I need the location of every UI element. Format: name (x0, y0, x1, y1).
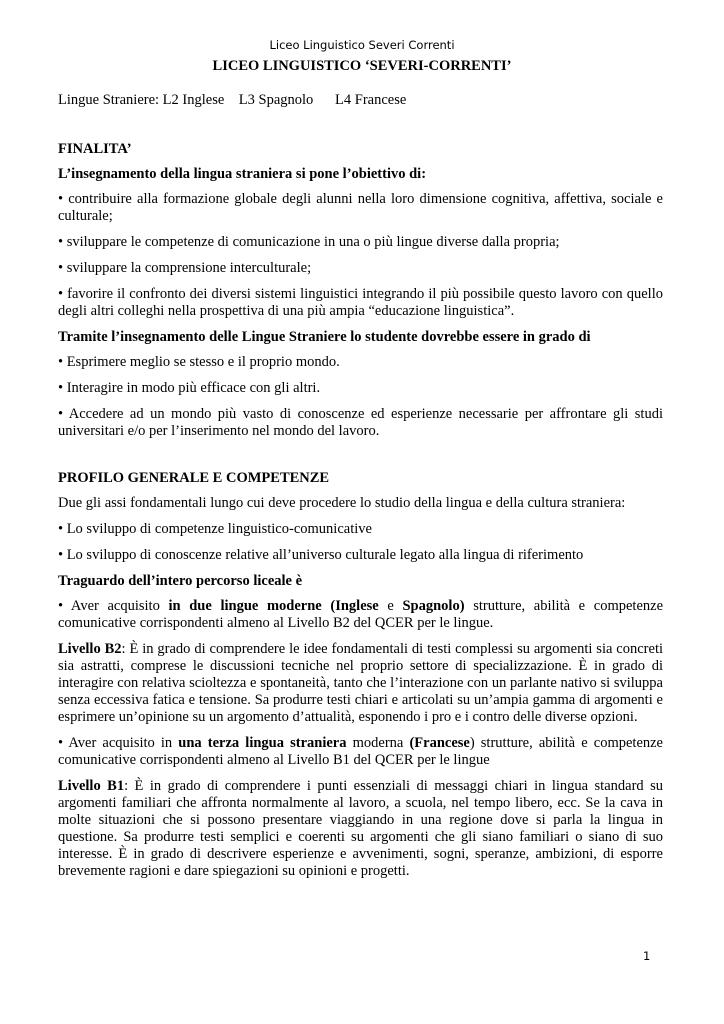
section-heading-profilo: PROFILO GENERALE E COMPETENZE (58, 470, 330, 486)
page-number: 1 (643, 949, 651, 963)
bullet-item: • contribuire alla formazione globale degli alunni nella loro dimensione cognitiva, affettiva, sociale e culturale; (58, 191, 663, 224)
bullet-item: • Lo sviluppo di competenze linguistico-comunicative (58, 521, 372, 537)
text-run: strutture, abilità e competenze comunicative corrispondenti almeno al Livello B2 del QCER per le lingue. (58, 598, 664, 631)
bullet-item: • Esprimere meglio se stesso e il proprio mondo. (58, 354, 340, 370)
section-heading-finalita: FINALITA’ (58, 141, 132, 157)
text-run: : È in grado di comprendere le idee fondamentali di testi complessi su argomenti sia concreti sia astratti, comprese le discussioni tecniche nel proprio settore di specializzazione. È in grado di interagire con relativa scioltezza e spontaneità, tanto che l’interazione con un parlante nativo si sviluppa senza eccessiva fatica e tensione. Sa produrre testi chiari e articolati su un’ampia gamma di argomenti e esprimere un’opinione su un argomento d’attualità, esponendo i pro e i contro delle diverse opzioni. (58, 641, 663, 725)
text-run-bold: Spagnolo) (402, 598, 465, 614)
bullet-item: • Lo sviluppo di conoscenze relative all’universo culturale legato alla lingua di riferimento (58, 547, 584, 563)
document-body (58, 92, 663, 889)
text-run-bold: una terza lingua straniera (178, 735, 347, 751)
text-run: e (378, 598, 403, 614)
livello-b2-paragraph (58, 641, 663, 726)
aver-acquisito-b2 (58, 598, 663, 632)
bullet-item: • favorire il confronto dei diversi sistemi linguistici integrando il più possibile questo lavoro con quello degli altri colleghi nella prospettiva di una più ampia “educazione linguistica”. (58, 286, 663, 319)
bullet-item: • Interagire in modo più efficace con gli altri. (58, 380, 321, 396)
text-run: • Aver acquisito in (58, 735, 179, 751)
livello-b1-paragraph (58, 778, 663, 880)
text-run: • Aver acquisito (58, 598, 169, 614)
aver-acquisito-b1 (58, 735, 663, 769)
text-run: moderna (346, 735, 410, 751)
finalita-intro: L’insegnamento della lingua straniera si pone l’obiettivo di: (58, 166, 427, 182)
text-run: : È in grado di comprendere i punti essenziali di messaggi chiari in lingua standard su argomenti familiari che affronta normalmente al lavoro, a scuola, nel tempo libero, ecc. Se la cava in molte situazioni che si possono presentare viaggiando in una regione dove si parla la lingua in questione. Sa produrre testi semplici e coerenti su argomenti che gli siano familiari o siano di suo interesse. È in grado di descrivere esperienze e avvenimenti, sogni, speranze, ambizioni, di esporre brevemente ragioni e dare spiegazioni su opinioni e progetti. (58, 778, 663, 879)
finalita-intro-2: Tramite l’insegnamento delle Lingue Straniere lo studente dovrebbe essere in grado di (58, 329, 591, 345)
document-title: LICEO LINGUISTICO ‘SEVERI-CORRENTI’ (212, 58, 512, 74)
bullet-item: • Accedere ad un mondo più vasto di conoscenze ed esperienze necessarie per affrontare gli studi universitari e/o per l’inserimento nel mondo del lavoro. (58, 406, 663, 439)
livello-label: Livello B1 (58, 778, 125, 794)
languages-line: Lingue Straniere: L2 Inglese L3 Spagnolo L4 Francese (58, 92, 407, 108)
bullet-item: • sviluppare le competenze di comunicazione in una o più lingue diverse dalla propria; (58, 234, 560, 250)
traguardo-heading: Traguardo dell’intero percorso liceale è (58, 573, 303, 589)
text-run: ) strutture, abilità e competenze comunicative corrispondenti almeno al Livello B1 del QCER per le lingue (58, 735, 663, 768)
livello-label: Livello B2 (58, 641, 122, 657)
text-run-bold: in due lingue moderne (Inglese (168, 598, 379, 614)
running-header: Liceo Linguistico Severi Correnti (269, 38, 455, 52)
bullet-item: • sviluppare la comprensione interculturale; (58, 260, 312, 276)
profilo-intro: Due gli assi fondamentali lungo cui deve procedere lo studio della lingua e della cultura straniera: (58, 495, 626, 511)
text-run-bold: (Francese (409, 735, 470, 751)
